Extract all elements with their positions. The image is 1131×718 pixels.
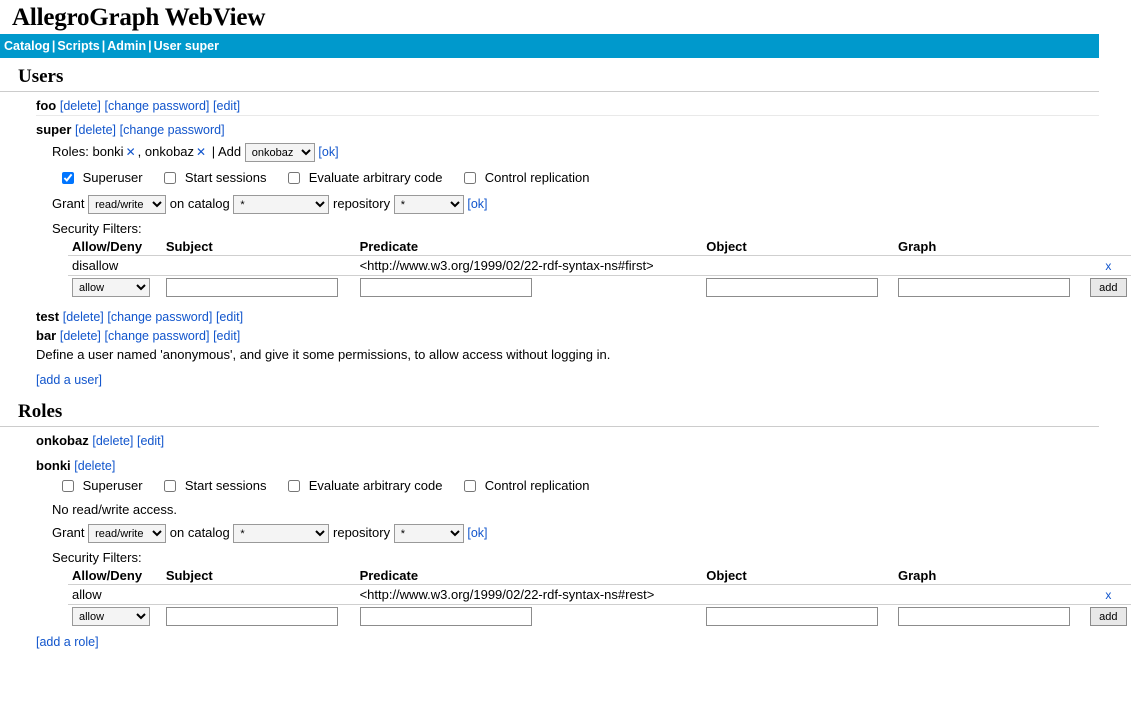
nav-item-user[interactable]: User super xyxy=(153,39,219,53)
repository-select-bonki[interactable] xyxy=(394,524,464,543)
user-detail-super xyxy=(36,139,1118,299)
no-access-text-bonki: No read/write access. xyxy=(52,502,177,518)
add-role-link[interactable]: [add a role] xyxy=(36,635,99,650)
filter-subject-bonki-0 xyxy=(162,585,356,605)
filter-subject-super-0 xyxy=(162,256,356,276)
user-change-password-super[interactable]: [change password] xyxy=(119,123,225,137)
main-navbar xyxy=(0,34,1099,58)
filter-allow-deny-super-0: disallow xyxy=(68,256,162,276)
catalog-select-bonki[interactable] xyxy=(233,524,329,543)
filters-header-predicate-bonki: Predicate xyxy=(356,567,703,585)
label-control-replication-super: Control replication xyxy=(484,170,590,186)
user-roles-row-super xyxy=(52,139,1099,165)
filters-header-subject-super: Subject xyxy=(162,238,356,256)
user-delete-foo[interactable]: [delete] xyxy=(59,99,101,113)
grant-access-select-bonki[interactable] xyxy=(88,524,166,543)
checkbox-control-replication-super[interactable] xyxy=(464,172,476,184)
role-delete-bonki[interactable]: [delete] xyxy=(74,459,116,474)
filters-header-remove-bonki xyxy=(1086,567,1131,585)
grant-access-select-super[interactable] xyxy=(88,195,166,214)
new-filter-graph-input-bonki[interactable] xyxy=(898,607,1070,626)
user-name-test: test xyxy=(36,309,60,325)
user-entry-bar xyxy=(0,326,1099,362)
page-title: AllegroGraph WebView xyxy=(12,4,266,31)
user-name-super: super xyxy=(36,122,72,137)
repository-label-super: repository xyxy=(333,196,391,212)
user-change-password-bar[interactable]: [change password] xyxy=(104,329,210,344)
filters-new-row-bonki xyxy=(68,605,1131,629)
checkbox-start-sessions-bonki[interactable] xyxy=(164,480,176,492)
user-change-password-test[interactable]: [change password] xyxy=(107,310,213,325)
security-filters-table-bonki xyxy=(68,567,1131,628)
filter-remove-super-0[interactable]: x xyxy=(1105,259,1112,274)
user-delete-test[interactable]: [delete] xyxy=(62,310,104,325)
user-change-password-foo[interactable]: [change password] xyxy=(104,99,210,113)
label-start-sessions-super: Start sessions xyxy=(184,170,267,186)
user-edit-bar[interactable]: [edit] xyxy=(213,329,241,344)
security-filters-table-super xyxy=(68,238,1131,299)
filter-allow-deny-bonki-0: allow xyxy=(68,585,162,605)
user-name-bar: bar xyxy=(36,328,57,344)
filter-graph-bonki-0 xyxy=(894,585,1086,605)
new-filter-graph-input-super[interactable] xyxy=(898,278,1070,297)
user-header-test xyxy=(36,307,1099,326)
checkbox-start-sessions-super[interactable] xyxy=(164,172,176,184)
user-name-foo: foo xyxy=(36,98,57,113)
role-name-onkobaz: onkobaz xyxy=(36,433,89,449)
new-filter-predicate-input-bonki[interactable] xyxy=(360,607,532,626)
user-grant-row-super xyxy=(52,191,1099,217)
user-entry-foo xyxy=(0,92,1099,116)
role-remove-bonki-icon[interactable]: ✕ xyxy=(125,145,136,159)
checkbox-evaluate-code-bonki[interactable] xyxy=(288,480,300,492)
filters-header-row-bonki xyxy=(68,567,1131,585)
filter-predicate-bonki-0: <http://www.w3.org/1999/02/22-rdf-syntax-ns#rest> xyxy=(356,585,703,605)
roles-pipe: | xyxy=(211,144,216,159)
label-evaluate-code-bonki: Evaluate arbitrary code xyxy=(308,478,443,494)
roles-label: Roles: xyxy=(52,144,89,159)
new-filter-allow-deny-select-super[interactable] xyxy=(72,278,150,297)
nav-separator-3: | xyxy=(148,39,152,53)
filters-header-allow-deny-bonki: Allow/Deny xyxy=(68,567,162,585)
roles-list xyxy=(0,427,1118,655)
user-edit-foo[interactable]: [edit] xyxy=(213,99,241,113)
users-list xyxy=(0,92,1118,393)
role-remove-onkobaz-icon[interactable]: ✕ xyxy=(196,145,207,159)
filters-header-allow-deny-super: Allow/Deny xyxy=(68,238,162,256)
user-permissions-row-super xyxy=(52,165,1099,191)
filter-object-super-0 xyxy=(702,256,894,276)
nav-item-catalog[interactable]: Catalog xyxy=(4,39,50,53)
role-detail-bonki xyxy=(36,473,1118,628)
filters-header-object-super: Object xyxy=(702,238,894,256)
table-row xyxy=(68,585,1131,605)
label-start-sessions-bonki: Start sessions xyxy=(184,478,267,494)
section-title-roles: Roles xyxy=(0,393,1099,427)
user-entry-test xyxy=(0,299,1099,326)
role-permissions-row-bonki xyxy=(52,473,1099,499)
role-chip-bonki: bonki xyxy=(92,144,124,159)
filter-object-bonki-0 xyxy=(702,585,894,605)
label-superuser-bonki: Superuser xyxy=(82,478,143,494)
add-user-row xyxy=(0,362,1099,393)
on-catalog-label-super: on catalog xyxy=(169,196,230,212)
role-delete-onkobaz[interactable]: [delete] xyxy=(92,434,134,449)
filters-header-row-super xyxy=(68,238,1131,256)
role-entry-onkobaz xyxy=(0,427,1099,450)
role-chip-onkobaz: onkobaz xyxy=(144,144,195,159)
filters-new-row-super xyxy=(68,276,1131,300)
grant-ok-link-super[interactable]: [ok] xyxy=(467,197,488,212)
on-catalog-label-bonki: on catalog xyxy=(169,525,230,541)
new-filter-object-input-bonki[interactable] xyxy=(706,607,878,626)
new-filter-predicate-input-super[interactable] xyxy=(360,278,532,297)
checkbox-control-replication-bonki[interactable] xyxy=(464,480,476,492)
nav-separator-2: | xyxy=(101,39,106,53)
catalog-select-super[interactable] xyxy=(233,195,329,214)
nav-item-scripts[interactable]: Scripts xyxy=(57,39,100,53)
new-filter-object-input-super[interactable] xyxy=(706,278,878,297)
checkbox-superuser-bonki[interactable] xyxy=(62,480,74,492)
grant-label-bonki: Grant xyxy=(52,525,85,541)
repository-label-bonki: repository xyxy=(333,525,391,541)
label-evaluate-code-super: Evaluate arbitrary code xyxy=(308,170,443,186)
nav-separator-1: | xyxy=(51,39,56,53)
filters-header-subject-bonki: Subject xyxy=(162,567,356,585)
grant-ok-link-bonki[interactable]: [ok] xyxy=(467,526,488,541)
role-grant-row-bonki xyxy=(52,520,1099,546)
new-filter-subject-input-super[interactable] xyxy=(166,278,338,297)
label-control-replication-bonki: Control replication xyxy=(484,478,590,494)
nav-item-admin[interactable]: Admin xyxy=(107,39,147,53)
new-filter-add-button-super[interactable]: add xyxy=(1090,278,1126,297)
filters-header-remove-super xyxy=(1086,238,1131,256)
roles-separator: , xyxy=(137,144,142,159)
role-header-bonki xyxy=(36,458,1099,473)
grant-label-super: Grant xyxy=(52,196,85,212)
section-title-users: Users xyxy=(0,58,1099,92)
user-delete-bar[interactable]: [delete] xyxy=(59,329,101,344)
filters-header-object-bonki: Object xyxy=(702,567,894,585)
security-filters-label-super: Security Filters: xyxy=(52,221,142,237)
filters-header-graph-bonki: Graph xyxy=(894,567,1086,585)
add-user-link[interactable]: [add a user] xyxy=(36,373,103,388)
add-role-select[interactable] xyxy=(245,143,315,162)
role-edit-onkobaz[interactable]: [edit] xyxy=(137,434,165,449)
filter-remove-bonki-0[interactable]: x xyxy=(1105,588,1112,603)
new-filter-add-button-bonki[interactable]: add xyxy=(1090,607,1126,626)
anonymous-user-note: Define a user named 'anonymous', and give it some permissions, to allow access without logging in. xyxy=(36,347,611,363)
role-entry-bonki xyxy=(0,450,1118,628)
checkbox-evaluate-code-super[interactable] xyxy=(288,172,300,184)
label-superuser-super: Superuser xyxy=(82,170,143,186)
filter-predicate-super-0: <http://www.w3.org/1999/02/22-rdf-syntax-ns#first> xyxy=(356,256,703,276)
add-role-ok-link[interactable]: [ok] xyxy=(318,145,339,159)
filters-header-graph-super: Graph xyxy=(894,238,1086,256)
security-filters-label-bonki: Security Filters: xyxy=(52,550,142,566)
add-role-label: Add xyxy=(218,144,242,159)
filter-graph-super-0 xyxy=(894,256,1086,276)
user-entry-super xyxy=(0,116,1118,299)
repository-select-super[interactable] xyxy=(394,195,464,214)
new-filter-subject-input-bonki[interactable] xyxy=(166,607,338,626)
user-edit-test[interactable]: [edit] xyxy=(215,310,244,325)
role-name-bonki: bonki xyxy=(36,458,71,474)
new-filter-allow-deny-select-bonki[interactable] xyxy=(72,607,150,626)
table-row xyxy=(68,256,1131,276)
user-delete-super[interactable]: [delete] xyxy=(75,123,117,137)
add-role-row xyxy=(0,628,1099,655)
checkbox-superuser-super[interactable] xyxy=(62,172,74,184)
user-header-super xyxy=(36,120,1099,139)
role-header-onkobaz xyxy=(36,431,1099,450)
user-header-bar xyxy=(36,328,1099,343)
filters-header-predicate-super: Predicate xyxy=(356,238,703,256)
user-header-foo xyxy=(36,96,1099,116)
